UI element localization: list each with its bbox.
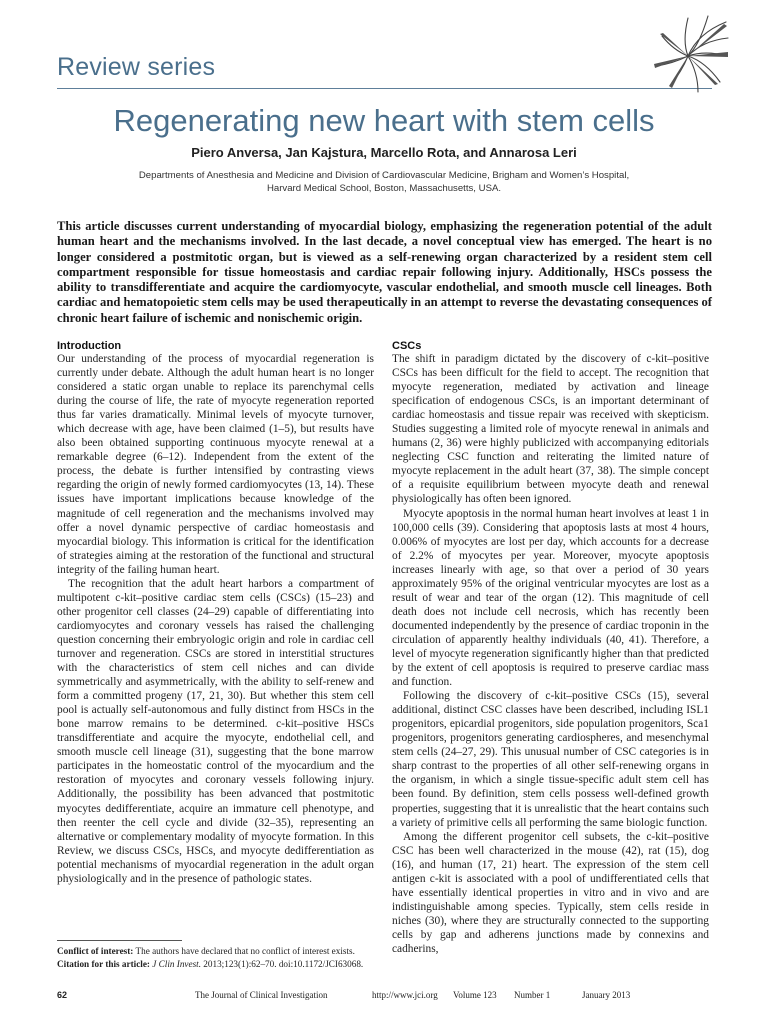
introduction-heading: Introduction — [57, 340, 122, 352]
conflict-of-interest-note — [57, 945, 387, 957]
paragraph: Our understanding of the process of myocardial regeneration is currently under debate. Although the adult human heart is no longer considered a static organ unable to replace its parenchymal cells during the course of life, the rate of myocyte regeneration reported thus far varies dramatically. Minimal levels of myocyte turnover, which decrease with age, have been claimed (1–5), but results have also been obtained supporting continuous myocyte renewal at a remarkable degree (6–12). Independent from the extent of the process, the debate is further intensified by contrasting views regarding the origin of newly formed cardiomyocytes (13, 14). These issues have important implications because knowledge of the magnitude of cell regeneration and the mechanisms involved may offer a novel dynamic perspective of cardiac homeostasis and myocardial biology. This information is critical for the identification of strategies aiming at the restoration of the functional and structural integrity of the failing human heart. — [57, 353, 374, 576]
left-column — [57, 340, 374, 886]
jci-swirl-icon — [648, 12, 730, 96]
abstract: This article discusses current understanding of myocardial biology, emphasizing the regeneration potential of the adult human heart and the mechanisms involved. In the last decade, a novel conceptual view has emerged. The heart is no longer considered a postmitotic organ, but is viewed as a self-renewing organ characterized by a resident stem cell compartment responsible for tissue homeostasis and cardiac repair following injury. Additionally, HSCs possess the ability to transdifferentiate and acquire the cardiomyocyte, vascular endothelial, and smooth muscle cell lineages. Both cardiac and hematopoietic stem cells may be used therapeutically in an attempt to reverse the devastating consequences of chronic heart failure of ischemic and nonischemic origin. — [57, 219, 712, 325]
citation-label: Citation for this article: — [57, 959, 150, 969]
citation-text: 2013;123(1):62–70. doi:10.1172/JCI63068. — [201, 959, 364, 969]
paragraph: Myocyte apoptosis in the normal human heart involves at least 1 in 100,000 cells (39). Considering that apoptosis lasts at most 4 hours, 0.006% of myocytes are lost per day, which accounts for a decrease of 2.2% of myocytes per year. Moreover, myocyte apoptosis increases linearly with age, so that over a period of 30 years approximately 95% of the original ventricular myocytes are lost as a result of wear and tear of the organ (12). This magnitude of cell death does not include cell necrosis, which has recently been documented independently by the presence of cardiac troponin in the circulation of apparently healthy individuals (40, 41). Therefore, a level of myocyte regeneration significantly higher than that predicted by the extent of cell apoptosis is required to preserve cardiac mass and function. — [392, 507, 709, 689]
journal-url[interactable]: http://www.jci.org — [372, 990, 438, 1000]
journal-name: The Journal of Clinical Investigation — [195, 990, 328, 1000]
volume: Volume 123 — [453, 990, 497, 1000]
citation-journal: J Clin Invest. — [149, 959, 201, 969]
citation-note — [57, 958, 387, 970]
conflict-label: Conflict of interest: — [57, 946, 134, 956]
right-column — [392, 340, 709, 956]
series-label: Review series — [57, 53, 216, 81]
paragraph: Following the discovery of c-kit–positive CSCs (15), several additional, distinct CSC classes have been described, including ISL1 progenitors, epicardial progenitors, side population progenitors, Sca1 progenitors, progenitors generating cardiospheres, and mesenchymal stem cells (24–27, 29). This unusual number of CSC categories is in sharp contrast to the properties of all other self-renewing organs in the organism, in which a single tissue-specific adult stem cell has been found. By definition, stem cells possess well-defined growth properties, suggesting that it is unrealistic that the heart contains such a variety of primitive cells all performing the same biologic function. — [392, 690, 709, 829]
issue-number: Number 1 — [514, 990, 551, 1000]
page-number: 62 — [57, 990, 68, 1000]
cscs-heading: CSCs — [392, 340, 422, 352]
conflict-text: The authors have declared that no conflict of interest exists. — [133, 946, 355, 956]
header-divider — [57, 88, 712, 89]
author-list: Piero Anversa, Jan Kajstura, Marcello Rota, and Annarosa Leri — [191, 145, 577, 160]
affiliation-line-2: Harvard Medical School, Boston, Massachusetts, USA. — [266, 183, 502, 194]
footnote-divider — [57, 940, 182, 941]
article-title: Regenerating new heart with stem cells — [113, 103, 655, 138]
affiliation-line-1: Departments of Anesthesia and Medicine and Division of Cardiovascular Medicine, Brigham and Women’s Hospital, — [138, 170, 630, 181]
paragraph: Among the different progenitor cell subsets, the c-kit–positive CSC has been well characterized in the mouse (42), rat (15), dog (16), and human (17, 21) heart. The expression of the stem cell antigen c-kit is associated with a pool of undifferentiated cells that have essentially identical properties in vitro and in vivo and are indistinguishable among species. Typically, stem cells reside in niches (30), where they are structurally connected to the supporting cells by gap and adherens junctions made by connexins and cadherins, — [392, 830, 709, 955]
issue-date: January 2013 — [582, 990, 631, 1000]
paragraph: The shift in paradigm dictated by the discovery of c-kit–positive CSCs has been difficult for the field to accept. The recognition that myocyte regeneration, mediated by activation and lineage specification of endogenous CSCs, is an important determinant of cardiac homeostasis and tissue repair was received with skepticism. Studies suggesting a limited role of myocyte renewal in animals and humans (2, 36) were highly publicized with accompanying editorials neglecting CSC function and reiterating the limited nature of myocyte replacement in the adult heart (37, 38). The simple concept of a requisite equilibrium between myocyte death and renewal physiologically has often been ignored. — [392, 353, 709, 506]
paragraph: The recognition that the adult heart harbors a compartment of multipotent c-kit–positive cardiac stem cells (CSCs) (15–23) and other progenitor cell classes (24–29) capable of differentiating into cardiomyocytes and coronary vessels has raised the challenging question concerning their embryologic origin and role in cardiac cell turnover and regeneration. CSCs are stored in interstitial structures with the characteristics of stem cell niches and can divide symmetrically and asymmetrically, with the ability to self-renew and form a committed progeny (17, 21, 30). But whether this stem cell pool is actually self-autonomous and fully distinct from HSCs in the bone marrow remains to be determined. c-kit–positive HSCs transdifferentiate and acquire the myocyte, endothelial cell, and smooth muscle cell lineage (31), suggesting that the bone marrow participates in the homeostatic control of the myocardium and the restoration of myocytes and coronary vessels following injury. Additionally, the possibility has been advanced that postmitotic myocytes dedifferentiate, acquire an immature cell phenotype, and then reenter the cell cycle and divide (32–35), representing an alternative or complementary modality of myocyte formation. In this Review, we discuss CSCs, HSCs, and myocyte dedifferentiation as potential mechanisms of myocardial regeneration in the adult organ physiologically and in the presence of pathologic states. — [57, 577, 374, 885]
